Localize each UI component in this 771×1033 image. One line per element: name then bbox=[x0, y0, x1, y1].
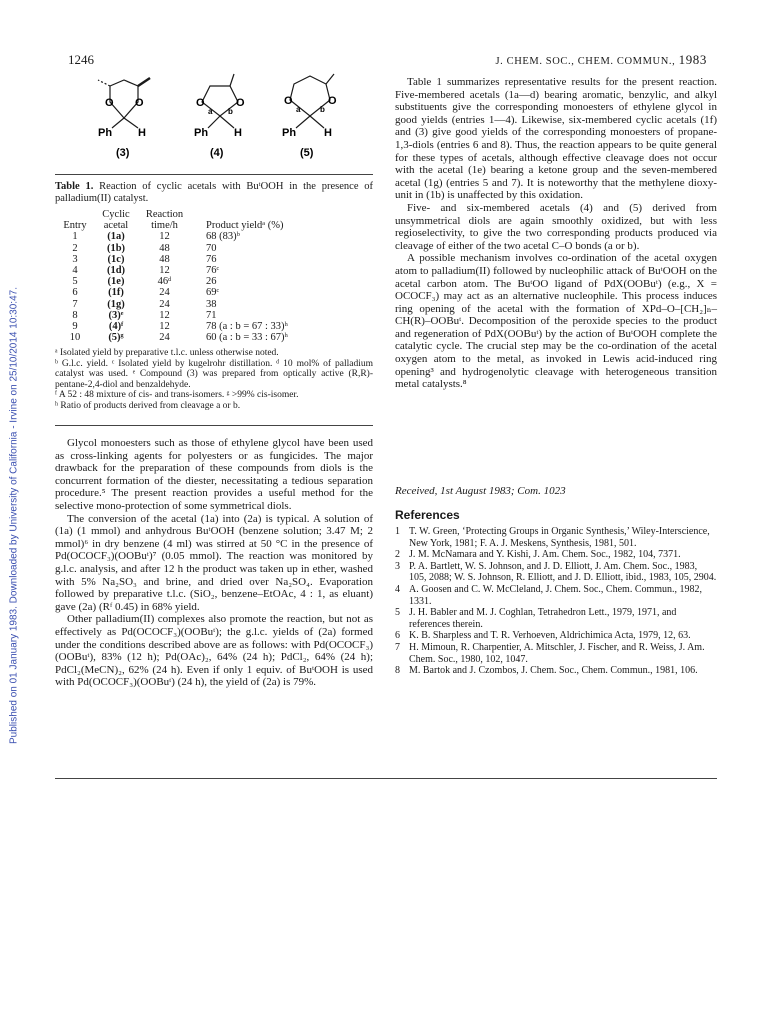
download-sidebar bbox=[4, 120, 18, 920]
body-paragraph: Five- and six-membered acetals (4) and (5) derived from unsymmetrical diols are again smoothly oxidized, but with less regioselectivity, to give the two corresponding products produced via cleavage of either of the two acetal C–O bonds (a or b). bbox=[395, 201, 717, 252]
reference-item bbox=[395, 665, 717, 677]
cell-acetal: (1b) bbox=[106, 242, 126, 254]
cell-entry: 9 bbox=[72, 321, 78, 333]
atom-o: O bbox=[236, 97, 245, 109]
reference-number: 1 bbox=[395, 526, 400, 537]
body-paragraph: Table 1 summarizes representative results for the present reaction. Five-membered acetals (1a—d) bearing aromatic, benzylic, and alkyl substituents give the corresponding monoesters of ethylene glycol in good yields (entries 1—4). Likewise, six-membered cyclic acetals (1f) and (3) give good yields of the corresponding monoesters of propane-1,3-diols (entries 6 and 8). Thus, the reaction appears to be quite general for these types of acetals, although effective cleavage does not occur with the acetal (1e) bearing a ketone group and the seven-membered acetal (1g) (entries 5 and 7). It is noteworthy that the methylene dioxy-unit in (1b) is unaffected by this oxidation. bbox=[395, 76, 717, 202]
cell-yield: 69ᶜ bbox=[206, 287, 220, 299]
body-paragraph: A possible mechanism involves co-ordination of the acetal oxygen atom to palladium(II) followed by nucleophilic attack of BuᵗOOH on the acetal carbon atom. The BuᵗOO ligand of PdX(OOBuᵗ) (e.g., X = OCOCF₃) may act as an alternative nucleophile. This process induces ring opening of the acetal with the formation of XPd–O–[CH₂]ₙ–CH(R)–OOBuᵗ. Decomposition of the peroxide species to the product and regeneration of PdX(OOBuᵗ) by the action of BuᵗOOH complete the catalytic cycle. The crucial step may be the co-ordination of the acetal oxygen atom to the metal, as invoked in Lewis acid-induced ring opening³ and hydrogenolytic cleavage with heterogeneous transition metal catalysts.⁸ bbox=[395, 252, 717, 391]
cell-entry: 10 bbox=[69, 332, 81, 344]
bond-label-b: b bbox=[228, 107, 233, 116]
header-acetal: acetal bbox=[103, 220, 129, 232]
table-caption bbox=[55, 181, 373, 205]
cell-yield: 78 (a : b = 67 : 33)ʰ bbox=[206, 321, 288, 333]
table-row bbox=[55, 231, 316, 242]
results-table bbox=[55, 209, 316, 343]
reference-text: H. Mimoun, R. Charpentier, A. Mitschler, J. Fischer, and R. Weiss, J. Am. Chem. Soc., 1980, 102, 1047. bbox=[409, 641, 705, 665]
bond-label-a: a bbox=[208, 107, 213, 116]
cell-time: 12 bbox=[159, 321, 170, 333]
table-row bbox=[55, 243, 316, 254]
atom-h: H bbox=[234, 127, 242, 139]
cell-entry: 3 bbox=[72, 253, 78, 265]
footnote: ᶠ A 52 : 48 mixture of cis- and trans-isomers. ᵍ >99% cis-isomer. bbox=[55, 390, 299, 401]
cell-entry: 6 bbox=[72, 287, 78, 299]
footnote: ᵃ Isolated yield by preparative t.l.c. unless otherwise noted. bbox=[55, 348, 279, 358]
reference-text: J. H. Babler and M. J. Coghlan, Tetrahedron Lett., 1979, 1971, and references therein. bbox=[409, 607, 677, 630]
references-list bbox=[395, 526, 717, 677]
header-time: time/h bbox=[151, 220, 178, 232]
cell-entry: 2 bbox=[72, 242, 78, 254]
page-number: 1246 bbox=[68, 52, 94, 67]
body-paragraph: Glycol monoesters such as those of ethylene glycol have been used as cross-linking agents for polyesters or as fungicides. The major drawback for the preparation of these compounds from diols is the concurrent formation of the diester, necessitating a tedious separation procedure.⁵ The present reaction provides a useful method for the selective mono-protection of some symmetrical diols. bbox=[55, 437, 373, 512]
cell-entry: 7 bbox=[72, 298, 78, 310]
bond-label-a: a bbox=[296, 105, 301, 114]
cell-acetal: (1c) bbox=[107, 253, 125, 265]
structures-figure bbox=[88, 70, 388, 170]
cell-time: 48 bbox=[159, 242, 170, 254]
cell-time: 12 bbox=[159, 265, 170, 277]
reference-item bbox=[395, 630, 717, 642]
reference-text: J. M. McNamara and Y. Kishi, J. Am. Chem. Soc., 1982, 104, 7371. bbox=[409, 549, 681, 561]
cell-entry: 4 bbox=[72, 265, 78, 277]
reference-number: 2 bbox=[395, 549, 400, 561]
table-header-row bbox=[55, 220, 316, 231]
cell-acetal: (1d) bbox=[106, 265, 126, 277]
references-heading: References bbox=[395, 508, 460, 522]
cell-acetal: (5)ᵍ bbox=[108, 332, 124, 344]
table-row bbox=[55, 332, 316, 343]
reference-item bbox=[395, 607, 717, 630]
atom-h: H bbox=[138, 127, 146, 139]
cell-acetal: (1g) bbox=[107, 298, 125, 310]
atom-o: O bbox=[284, 95, 293, 107]
structure-4 bbox=[202, 74, 238, 128]
reference-text: A. Goosen and C. W. McCleland, J. Chem. Soc., Chem. Commun., 1982, 1331. bbox=[409, 583, 703, 607]
cell-acetal: (1a) bbox=[107, 231, 125, 243]
table-caption-label: Table 1. bbox=[55, 181, 94, 192]
header-acetal-top: Cyclic bbox=[102, 209, 130, 220]
reference-number: 4 bbox=[395, 583, 400, 595]
cell-yield: 60 (a : b = 33 : 67)ʰ bbox=[206, 332, 288, 344]
reference-number: 8 bbox=[395, 665, 400, 677]
cell-time: 24 bbox=[159, 287, 170, 299]
sidebar-text[interactable]: Published on 01 January 1983. Downloaded by University of California - Irvine on 25/10/2014 10:30:47. bbox=[8, 287, 20, 744]
footnote: ʰ Ratio of products derived from cleavage a or b. bbox=[55, 400, 241, 411]
atom-ph: Ph bbox=[194, 127, 209, 139]
table-row bbox=[55, 265, 316, 276]
bottom-divider bbox=[55, 778, 717, 779]
structure-label: (3) bbox=[116, 147, 130, 159]
journal-year: 1983 bbox=[678, 52, 707, 67]
reference-number: 6 bbox=[395, 630, 400, 642]
table-footnotes bbox=[55, 348, 373, 412]
cell-acetal: (3)ᵉ bbox=[108, 309, 124, 321]
atom-o: O bbox=[105, 97, 114, 109]
table-row bbox=[55, 276, 316, 287]
cell-acetal: (4)ᶠ bbox=[108, 321, 124, 333]
cell-yield: 76 bbox=[206, 253, 217, 265]
cell-yield: 70 bbox=[206, 242, 217, 254]
reference-text: T. W. Green, ‘Protecting Groups in Organic Synthesis,’ Wiley-Interscience, New York, 1981; F. A. J. Meskens, Synthesis, 1981, 501. bbox=[409, 526, 710, 549]
table-row bbox=[55, 321, 316, 332]
body-paragraph: The conversion of the acetal (1a) into (2a) is typical. A solution of (1a) (1 mmol) and anhydrous BuᵗOOH (benzene solution; 3.47 M; 2 mmol)⁶ in dry benzene (4 ml) was stirred at 50 °C in the presence of Pd(OCOCF₃)(OOBuᵗ)⁷ (0.05 mmol). The reaction was monitored by g.l.c. analysis, and after 12 h the product was taken up in ether, washed with 5% Na₂SO₃ and brine, and dried over Na₂SO₄. Evaporation followed by preparative t.l.c. (SiO₂, benzene–EtOAc, 4 : 1, as eluant) gave (2a) (Rᶠ 0.45) in 68% yield. bbox=[55, 512, 373, 613]
received-date: Received, 1st August 1983; Com. 1023 bbox=[395, 485, 566, 497]
cell-time: 12 bbox=[159, 231, 170, 243]
cell-time: 48 bbox=[159, 253, 170, 265]
right-body-text bbox=[395, 76, 717, 391]
reference-text: P. A. Bartlett, W. S. Johnson, and J. D. Elliott, J. Am. Chem. Soc., 1983, 105, 2088; W. S. Johnson, R. Elliott, and J. D. Elliott, ibid., 1983, 105, 2904. bbox=[409, 560, 717, 584]
running-head bbox=[495, 52, 707, 68]
table-row bbox=[55, 287, 316, 298]
cell-yield: 38 bbox=[206, 298, 217, 310]
cell-yield: 68 (83)ᵇ bbox=[206, 231, 240, 243]
atom-o: O bbox=[135, 97, 144, 109]
reference-number: 5 bbox=[395, 607, 400, 619]
atom-ph: Ph bbox=[282, 127, 297, 139]
body-paragraph: Other palladium(II) complexes also promote the reaction, but not as effectively as Pd(OCOCF₃)(OOBuᵗ); the g.l.c. yields of (2a) formed under the conditions described above are as follows: with Pd(OCOCF₃)(OOBuᵗ), 83% (12 h); Pd(OAc)₂, 64% (24 h); PdCl₂, 64% (24 h); PdCl₂(MeCN)₂, 62% (24 h). Even if only 1 equiv. of BuᵗOOH is used with Pd(OCOCF₃)(OOBuᵗ) (24 h), the yield of (2a) is 79%. bbox=[55, 613, 373, 689]
cell-acetal: (1e) bbox=[107, 276, 125, 288]
header-time-top: Reaction bbox=[145, 209, 184, 220]
cell-time: 24 bbox=[159, 332, 170, 344]
reference-item bbox=[395, 584, 717, 607]
cell-yield: 71 bbox=[206, 309, 217, 321]
atom-ph: Ph bbox=[98, 127, 113, 139]
atom-o: O bbox=[196, 97, 205, 109]
cell-yield: 76ᶜ bbox=[206, 265, 220, 277]
cell-time: 24 bbox=[159, 298, 170, 310]
reference-text: K. B. Sharpless and T. R. Verhoeven, Aldrichimica Acta, 1979, 12, 63. bbox=[409, 630, 691, 642]
reference-number: 3 bbox=[395, 560, 400, 572]
header-entry: Entry bbox=[63, 220, 87, 232]
divider bbox=[55, 174, 373, 175]
reference-item bbox=[395, 561, 717, 584]
journal-name: J. CHEM. SOC., CHEM. COMMUN., bbox=[495, 56, 676, 67]
atom-o: O bbox=[328, 95, 337, 107]
table-caption-text: Reaction of cyclic acetals with BuᵗOOH in the presence of palladium(II) catalyst. bbox=[55, 181, 374, 204]
atom-h: H bbox=[324, 127, 332, 139]
cell-acetal: (1f) bbox=[108, 287, 124, 299]
table-row bbox=[55, 254, 316, 265]
reference-number: 7 bbox=[395, 641, 400, 653]
table-row bbox=[55, 310, 316, 321]
reference-text: M. Bartok and J. Czombos, J. Chem. Soc., Chem. Commun., 1981, 106. bbox=[409, 665, 698, 677]
structure-label: (4) bbox=[210, 147, 224, 159]
cell-entry: 1 bbox=[72, 231, 78, 243]
footnote: ᵇ G.l.c. yield. ᶜ Isolated yield by kugelrohr distillation. ᵈ 10 mol% of palladium catalyst was used. ᵉ Compound (3) was prepared from optically active (R,R)-pentane-2,4-diol and benzaldehyde. bbox=[55, 358, 373, 390]
reference-item bbox=[395, 549, 717, 561]
cell-time: 12 bbox=[159, 309, 170, 321]
structure-label: (5) bbox=[300, 147, 314, 159]
reference-item bbox=[395, 642, 717, 665]
cell-yield: 26 bbox=[206, 276, 217, 288]
cell-time: 46ᵈ bbox=[157, 276, 172, 288]
table-header-row bbox=[55, 209, 316, 220]
table-row bbox=[55, 299, 316, 310]
cell-entry: 5 bbox=[72, 276, 78, 288]
header-yield: Product yieldᵃ (%) bbox=[206, 220, 284, 232]
acetal-structures bbox=[88, 70, 388, 170]
left-body-text bbox=[55, 437, 373, 689]
bond-label-b: b bbox=[320, 105, 325, 114]
cell-entry: 8 bbox=[72, 309, 78, 321]
reference-item bbox=[395, 526, 717, 549]
divider bbox=[55, 425, 373, 426]
